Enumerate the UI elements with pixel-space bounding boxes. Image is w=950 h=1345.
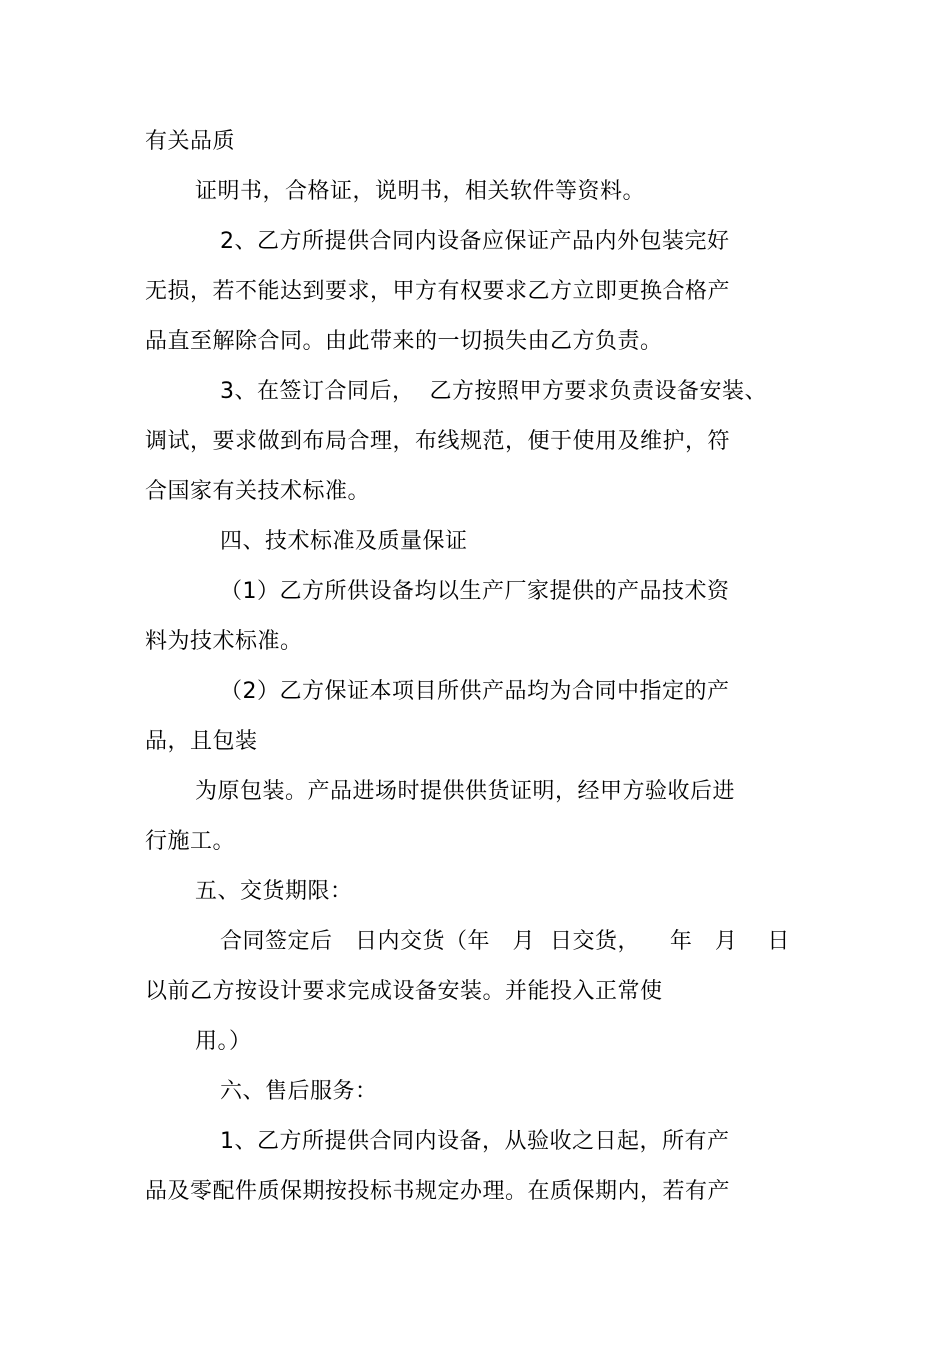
text-line: 料为技术标准。 xyxy=(145,629,303,654)
text-line: 品，且包装 xyxy=(145,729,258,754)
text-line: 证明书，合格证，说明书，相关软件等资料。 xyxy=(195,179,646,204)
text-line: （2）乙方保证本项目所供产品均为合同中指定的产 xyxy=(220,679,730,704)
text-line: 合同签定后 日内交货（年 月 日交货， 年 月 日 xyxy=(220,929,790,954)
text-line: 有关品质 xyxy=(145,129,236,154)
text-line: 合国家有关技术标准。 xyxy=(145,479,371,504)
text-line: 2、乙方所提供合同内设备应保证产品内外包装完好 xyxy=(220,229,730,254)
text-line: 品及零配件质保期按投标书规定办理。在质保期内，若有产 xyxy=(145,1179,731,1204)
text-line: 3、在签订合同后， 乙方按照甲方要求负责设备安装、 xyxy=(220,379,767,404)
section-heading: 五、交货期限： xyxy=(195,879,353,904)
text-line: 用。） xyxy=(195,1029,252,1054)
text-line: 调试，要求做到布局合理，布线规范，便于使用及维护，符 xyxy=(145,429,731,454)
section-heading: 四、技术标准及质量保证 xyxy=(220,529,468,554)
text-line: 为原包装。产品进场时提供供货证明，经甲方验收后进 xyxy=(195,779,736,804)
text-line: 以前乙方按设计要求完成设备安装。并能投入正常使 xyxy=(145,979,663,1004)
text-line: 行施工。 xyxy=(145,829,236,854)
text-line: （1）乙方所供设备均以生产厂家提供的产品技术资 xyxy=(220,579,730,604)
text-line: 无损，若不能达到要求，甲方有权要求乙方立即更换合格产 xyxy=(145,279,731,304)
section-heading: 六、售后服务： xyxy=(220,1079,378,1104)
text-line: 品直至解除合同。由此带来的一切损失由乙方负责。 xyxy=(145,329,663,354)
text-line: 1、乙方所提供合同内设备，从验收之日起，所有产 xyxy=(220,1129,730,1154)
